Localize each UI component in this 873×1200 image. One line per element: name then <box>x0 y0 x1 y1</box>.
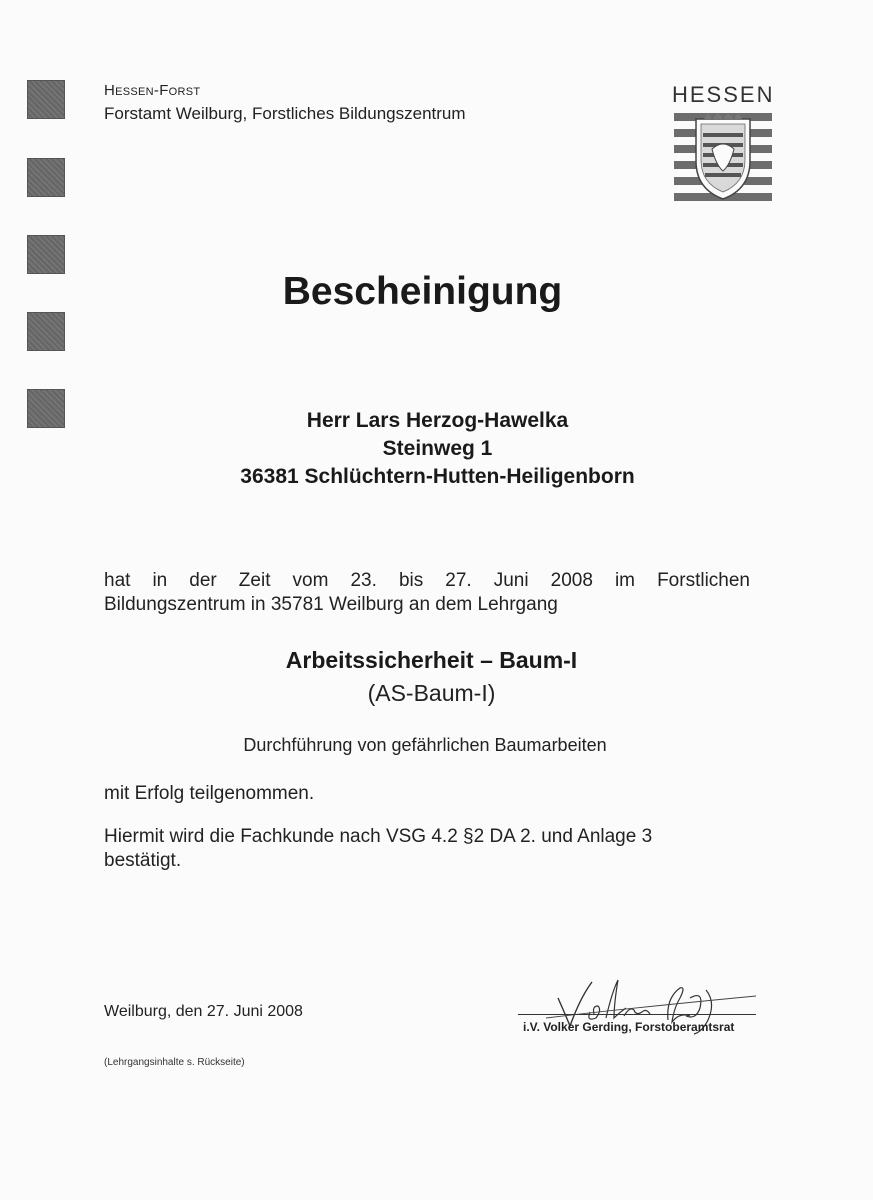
footnote: (Lehrgangsinhalte s. Rückseite) <box>104 1057 245 1068</box>
hessen-coat-of-arms-icon <box>674 113 772 214</box>
organization-name: Hessen-Forst <box>104 82 201 99</box>
body-line-1: hat in der Zeit vom 23. bis 27. Juni 2008 im Forstlichen <box>104 570 750 591</box>
hessen-wordmark: HESSEN <box>672 82 775 107</box>
body-line-2: Bildungszentrum in 35781 Weilburg an dem Lehrgang <box>104 594 558 615</box>
course-abbreviation: (AS-Baum-I) <box>367 680 496 706</box>
margin-mark <box>27 235 65 274</box>
signer-name: i.V. Volker Gerding, Forstoberamtsrat <box>523 1020 735 1034</box>
margin-mark <box>27 312 65 351</box>
recipient-city: 36381 Schlüchtern-Hutten-Heiligenborn <box>240 465 635 488</box>
success-statement: mit Erfolg teilgenommen. <box>104 783 315 804</box>
course-description: Durchführung von gefährlichen Baumarbeiten <box>243 735 607 755</box>
place-and-date: Weilburg, den 27. Juni 2008 <box>104 1003 303 1020</box>
recipient-name: Herr Lars Herzog-Hawelka <box>306 409 569 432</box>
course-title: Arbeitssicherheit – Baum-I <box>285 647 578 673</box>
confirmation-line-2: bestätigt. <box>104 850 182 871</box>
document-title: Bescheinigung <box>282 270 563 313</box>
recipient-street: Steinweg 1 <box>382 437 493 460</box>
margin-mark <box>27 80 65 119</box>
margin-mark <box>27 158 65 197</box>
office-name: Forstamt Weilburg, Forstliches Bildungszentrum <box>104 104 466 123</box>
confirmation-line-1: Hiermit wird die Fachkunde nach VSG 4.2 §2 DA 2. und Anlage 3 <box>104 826 653 847</box>
signature-line <box>518 1014 756 1015</box>
